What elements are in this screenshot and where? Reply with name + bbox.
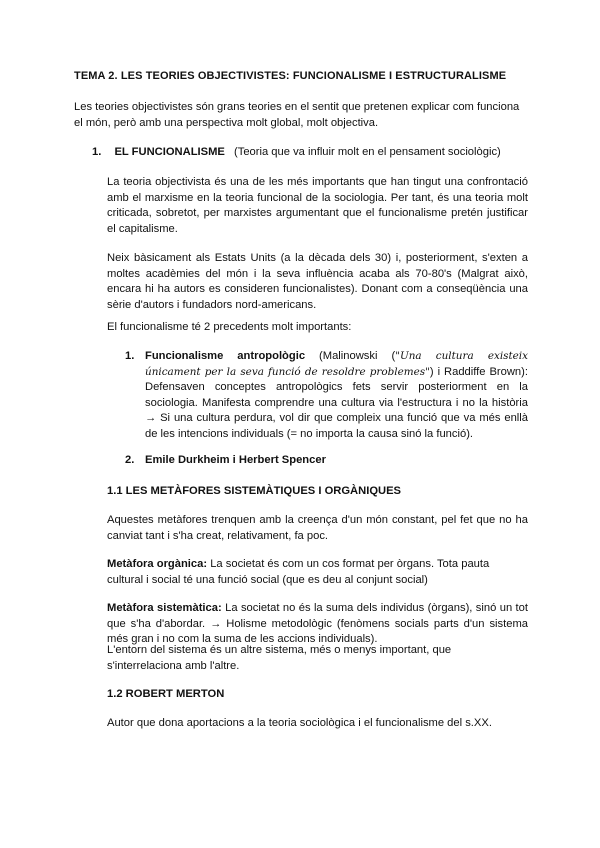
precedent-2-number: 2. xyxy=(125,454,135,466)
section-1-2-heading: 1.2 ROBERT MERTON xyxy=(107,688,225,700)
systemic-metaphor-label: Metàfora sistemàtica: xyxy=(107,602,222,614)
organic-metaphor-paragraph xyxy=(107,557,528,588)
section-1-paragraph-2: Neix bàsicament als Estats Units (a la dècada dels 30) i, posteriorment, s'exten a moltes acadèmies del món i la seva influència acaba als 70-80's (Malgrat això, encara hi ha autors es consideren funcionalistes). Donant com a conseqüència una sèrie d'autors i fundadors nord-americans. xyxy=(107,252,528,311)
precedent-1-quote: "Una cultura existeix únicament per la seva funció de resoldre problemes" xyxy=(145,350,528,378)
systemic-metaphor-paragraph xyxy=(107,601,528,648)
precedent-item-1 xyxy=(125,349,528,443)
section-1-paragraph-1: La teoria objectivista és una de les més importants que han tingut una confrontació amb el marxisme en la teoria funcional de la sociologia. Per tant, és una teoria molt criticada, sobretot, per marxistes argumentant que el funcionalisme pretén justificar el capitalisme. xyxy=(107,176,528,235)
precedent-1-pre-quote: (Malinowski ( xyxy=(305,350,396,362)
section-1-paragraph-3: El funcionalisme té 2 precedents molt importants: xyxy=(107,321,352,333)
systemic-metaphor-text: La societat no és la suma dels individus (òrgans), sinó un tot que s'ha d'abordar. → Holisme metodològic (fenòmens socials parts d'un sistema més gran i no com la suma de les accions individuals). xyxy=(107,602,528,646)
organic-metaphor-text: La societat és com un cos format per òrgans. Tota pauta cultural i social té una funció social (que es deu al conjunt social) xyxy=(107,558,490,586)
intro-paragraph: Les teories objectivistes són grans teories en el sentit que pretenen explicar com funciona el món, però amb una perspectiva molt global, molt objectiva. xyxy=(74,101,520,129)
section-1-1-heading: 1.1 LES METÀFORES SISTEMÀTIQUES I ORGÀNIQUES xyxy=(107,485,402,497)
section-1-number: 1. xyxy=(92,146,102,158)
section-1-title: EL FUNCIONALISME xyxy=(114,146,225,158)
precedent-1-number: 1. xyxy=(125,350,135,362)
precedent-1-title: Funcionalisme antropològic xyxy=(145,350,306,362)
section-1-1-paragraph-1: Aquestes metàfores trenquen amb la creença d'un món constant, pel fet que no ha canviat tant i s'ha creat, relativament, fa poc. xyxy=(107,514,528,542)
precedent-item-2 xyxy=(125,453,528,469)
precedent-2-title: Emile Durkheim i Herbert Spencer xyxy=(145,454,326,466)
precedent-1-text xyxy=(145,349,528,443)
section-1-2-paragraph-1: Autor que dona aportacions a la teoria sociològica i el funcionalisme del s.XX. xyxy=(107,717,492,729)
section-1-heading xyxy=(92,145,532,161)
section-1-note: (Teoria que va influir molt en el pensament sociològic) xyxy=(234,146,501,158)
systemic-metaphor-continuation: L'entorn del sistema és un altre sistema, més o menys important, que s'interrelaciona amb l'altre. xyxy=(107,644,452,672)
organic-metaphor-label: Metàfora orgànica: xyxy=(107,558,208,570)
precedent-1-body: ) i Raddiffe Brown): Defensaven conceptes antropològics fets servir posteriorment en la sociologia. Manifesta comprendre una cultura via l'estructura i no la història → Si una cultura perdura, vol dir que compleix una funció que va més enllà de les intencions individuals (= no importa la causa sinó la funció). xyxy=(145,365,528,440)
document-title: TEMA 2. LES TEORIES OBJECTIVISTES: FUNCIONALISME I ESTRUCTURALISME xyxy=(74,70,507,82)
